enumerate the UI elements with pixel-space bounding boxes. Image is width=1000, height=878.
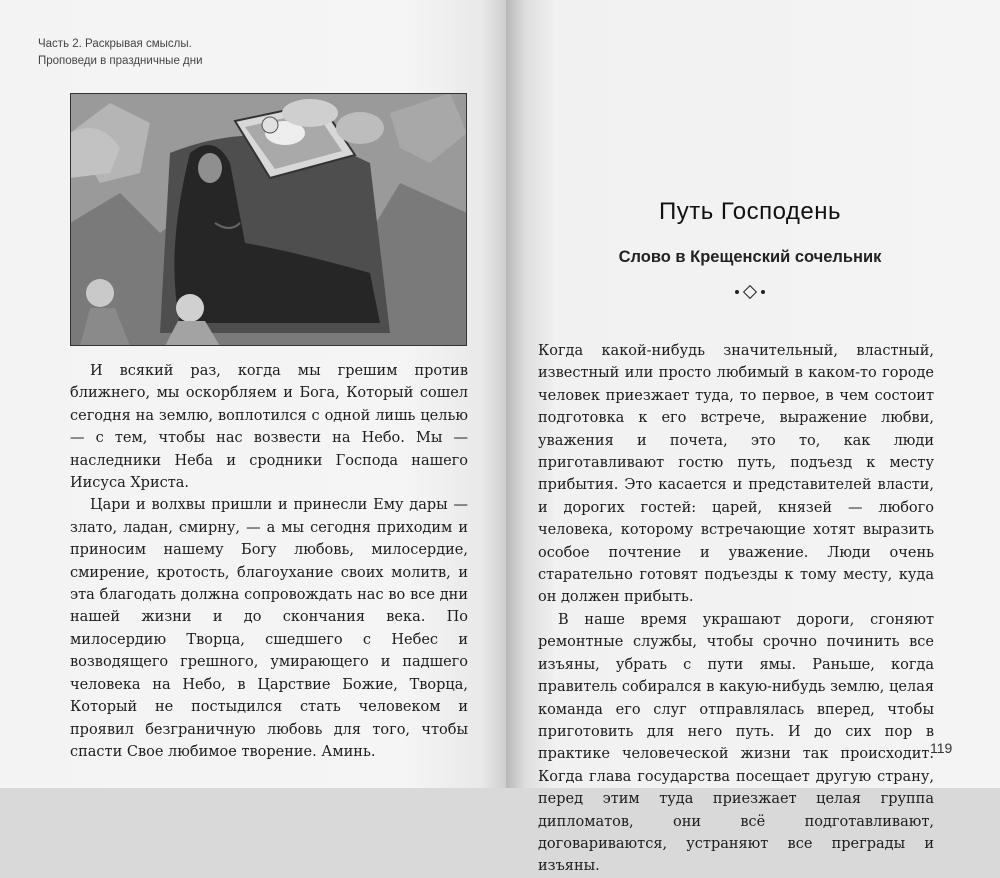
- ornament-divider: [530, 287, 970, 297]
- ornament-diamond-icon: [743, 285, 757, 299]
- running-head: [38, 36, 203, 70]
- paragraph: И всякий раз, когда мы грешим против ближнего, мы оскорбляем и Бога, Который сошел сегодня на землю, воплотился с одной лишь целью — с тем, чтобы нас возвести на Небо. Мы — наследники Неба и сродники Господа нашего Иисуса Христа.: [70, 363, 468, 492]
- left-page: [0, 0, 506, 788]
- nativity-icon-image: [70, 93, 467, 346]
- paragraph: Цари и волхвы пришли и принесли Ему дары — злато, ладан, смирну, — а мы сегодня приходим и приносим нашему Богу любовь, милосердие, смирение, кротость, благоухание своих молитв, и эта благодать должна сопровождать нас во все дни нашей жизни и до скончания века. По милосердию Творца, сшедшего с Небес и возводящего грешного, умирающего и падшего человека на Небо, в Царствие Божие, Творца, Который не постыдился стать человеком и проявил безграничную любовь для того, чтобы спасти Свое любимое творение. Аминь.: [70, 497, 468, 760]
- left-body-text: [70, 360, 468, 763]
- paragraph: Когда какой-нибудь значительный, властный, известный или просто любимый в каком-то городе человек приезжает туда, то первое, в чем состоит подготовка к его встрече, выражение любви, уважения и почета, это то, как люди приготавливают гостю путь, подъезд к месту прибытия. Это касается и представителей власти, и дорогих гостей: царей, князей — любого человека, которому встречающие хотят выразить особое почтение и уважение. Люди очень старательно готовят подъезды к тому месту, куда он должен прибыть.: [538, 343, 934, 606]
- chapter-heading: [530, 198, 970, 297]
- paragraph: В наше время украшают дороги, сгоняют ремонтные службы, чтобы срочно починить все изъяны, убрать с пути ямы. Раньше, когда правитель собирался в какую-нибудь землю, целая команда его слуг отправлялась вперед, чтобы приготовить для него путь. И до сих пор в практике человеческой жизни так происходит. Когда глава государства посещает другую страну, перед этим туда приезжает целая группа дипломатов, они всё подготавливают, договариваются, устраняют все преграды и изъяны.: [538, 611, 934, 875]
- ornament-dot-icon: [761, 290, 765, 294]
- chapter-title: Путь Господень: [658, 198, 842, 225]
- ornament-dot-icon: [735, 290, 739, 294]
- running-head-section: Проповеди в праздничные дни: [38, 55, 203, 67]
- nativity-icon-illustration: [70, 93, 467, 346]
- chapter-subtitle: Слово в Крещенский сочельник: [618, 248, 882, 266]
- right-body-text: [538, 340, 934, 878]
- page-number: 119: [930, 740, 953, 756]
- running-head-part: Часть 2. Раскрывая смыслы.: [38, 38, 192, 50]
